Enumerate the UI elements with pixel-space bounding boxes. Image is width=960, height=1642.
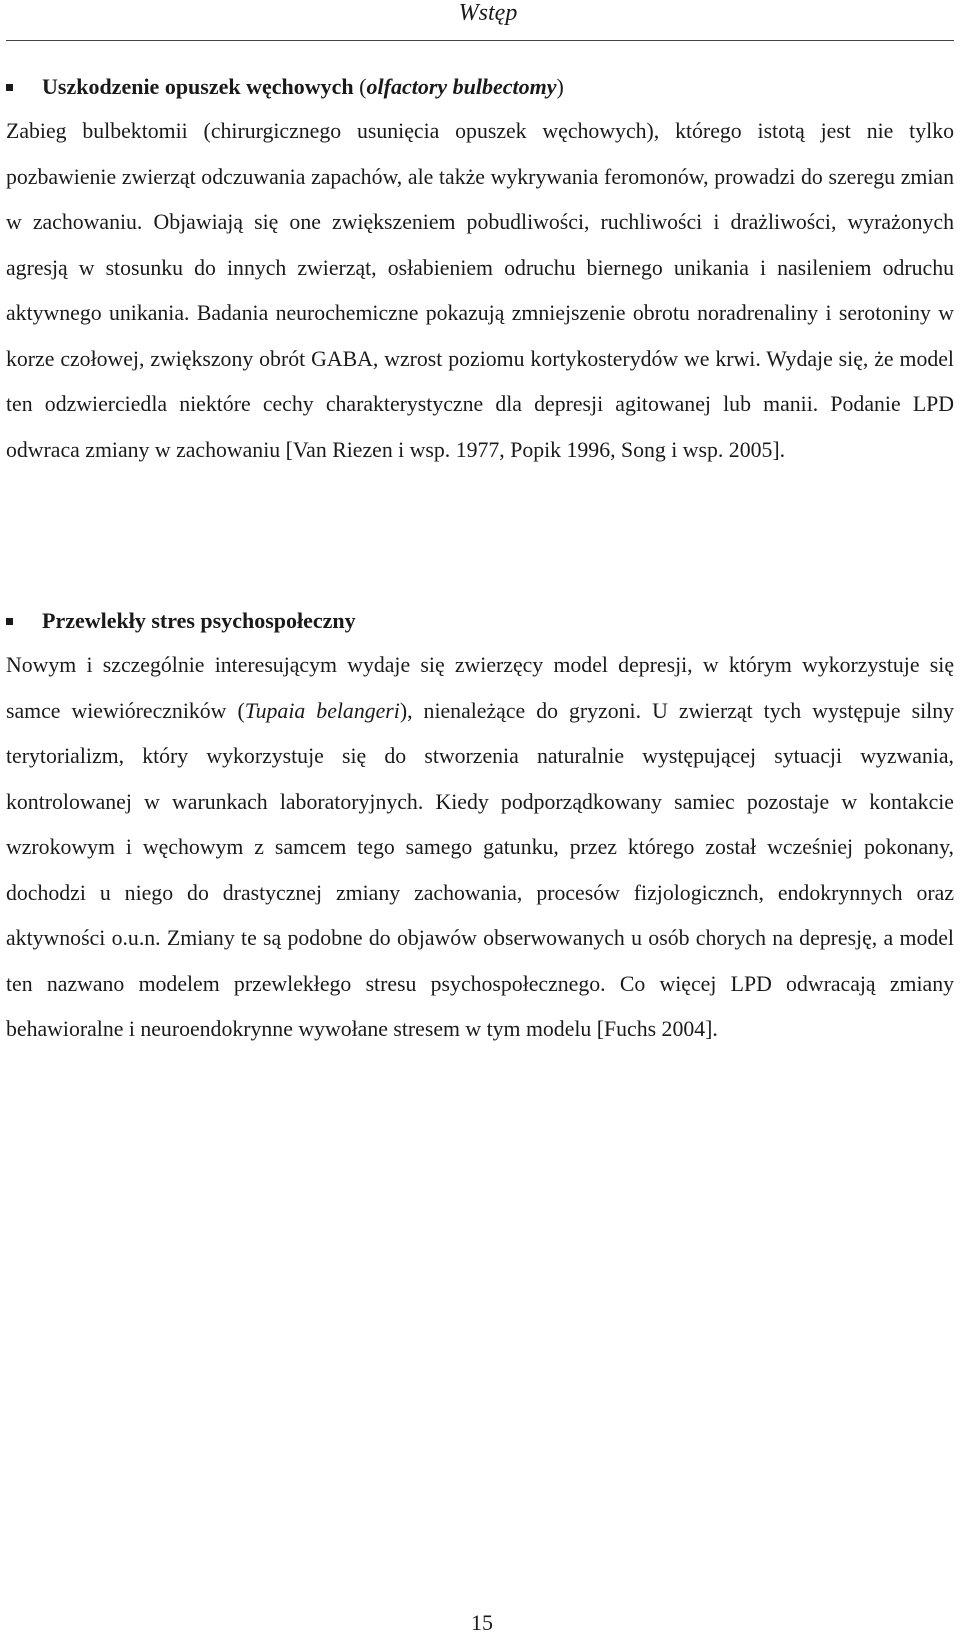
running-header: Wstęp bbox=[458, 0, 518, 26]
body-text-part: ), nienależące do gryzoni. U zwierząt tych występuje silny terytorializm, który wykorzystuje się do stworzenia naturalnie występującej sytuacji wyzwania, kontrolowanej w warunkach laboratoryjnych. Kiedy podporządkowany samiec pozostaje w kontakcie wzrokowym i węchowym z samcem tego samego gatunku, przez którego został wcześniej pokonany, dochodzi u niego do drastycznej zmiany zachowania, procesów fizjologicznch, endokrynnych oraz aktywności o.u.n. Zmiany te są podobne do objawów obserwowanych u osób chorych na depresję, a model ten nazwano modelem przewlekłego stresu psychospołecznego. Co więcej LPD odwracają zmiany behawioralne i neuroendokrynne wywołane stresem w tym modelu [Fuchs 2004]. bbox=[6, 698, 954, 1041]
square-bullet-icon bbox=[6, 84, 13, 91]
section-heading-text: Przewlekły stres psychospołeczny bbox=[42, 608, 356, 633]
section-chronic-psychosocial-stress bbox=[6, 599, 954, 1053]
section-heading-text: Uszkodzenie opuszek węchowych bbox=[42, 74, 354, 99]
species-name: Tupaia belangeri bbox=[244, 698, 400, 723]
page-number: 15 bbox=[471, 1610, 493, 1635]
section-heading bbox=[6, 599, 954, 643]
header-rule bbox=[6, 40, 954, 41]
section-body: Zabieg bulbektomii (chirurgicznego usunięcia opuszek węchowych), którego istotą jest nie tylko pozbawienie zwierząt odczuwania zapachów, ale także wykrywania feromonów, prowadzi do szeregu zmian w zachowaniu. Objawiają się one zwiększeniem pobudliwości, ruchliwości i drażliwości, wyrażonych agresją w stosunku do innych zwierząt, osłabieniem odruchu biernego unikania i nasileniem odruchu aktywnego unikania. Badania neurochemiczne pokazują zmniejszenie obrotu noradrenaliny i serotoniny w korze czołowej, zwiększony obrót GABA, wzrost poziomu kortykosterydów we krwi. Wydaje się, że model ten odzwierciedla niektóre cechy charakterystyczne dla depresji agitowanej lub manii. Podanie LPD odwraca zmiany w zachowaniu [Van Riezen i wsp. 1977, Popik 1996, Song i wsp. 2005]. bbox=[6, 119, 954, 462]
section-olfactory-bulbectomy bbox=[6, 65, 954, 473]
section-heading bbox=[6, 65, 954, 109]
body-text-part: Nowym i szczególnie interesującym wydaje się zwierzęcy model depresji, w którym wykorzystuje się samce wiewióreczników ( bbox=[6, 653, 954, 723]
heading-paren-open: ( bbox=[353, 74, 367, 99]
section-body bbox=[6, 643, 954, 1053]
heading-italic-term: olfactory bulbectomy bbox=[366, 74, 557, 99]
square-bullet-icon bbox=[6, 618, 13, 625]
heading-paren-close: ) bbox=[556, 74, 564, 99]
